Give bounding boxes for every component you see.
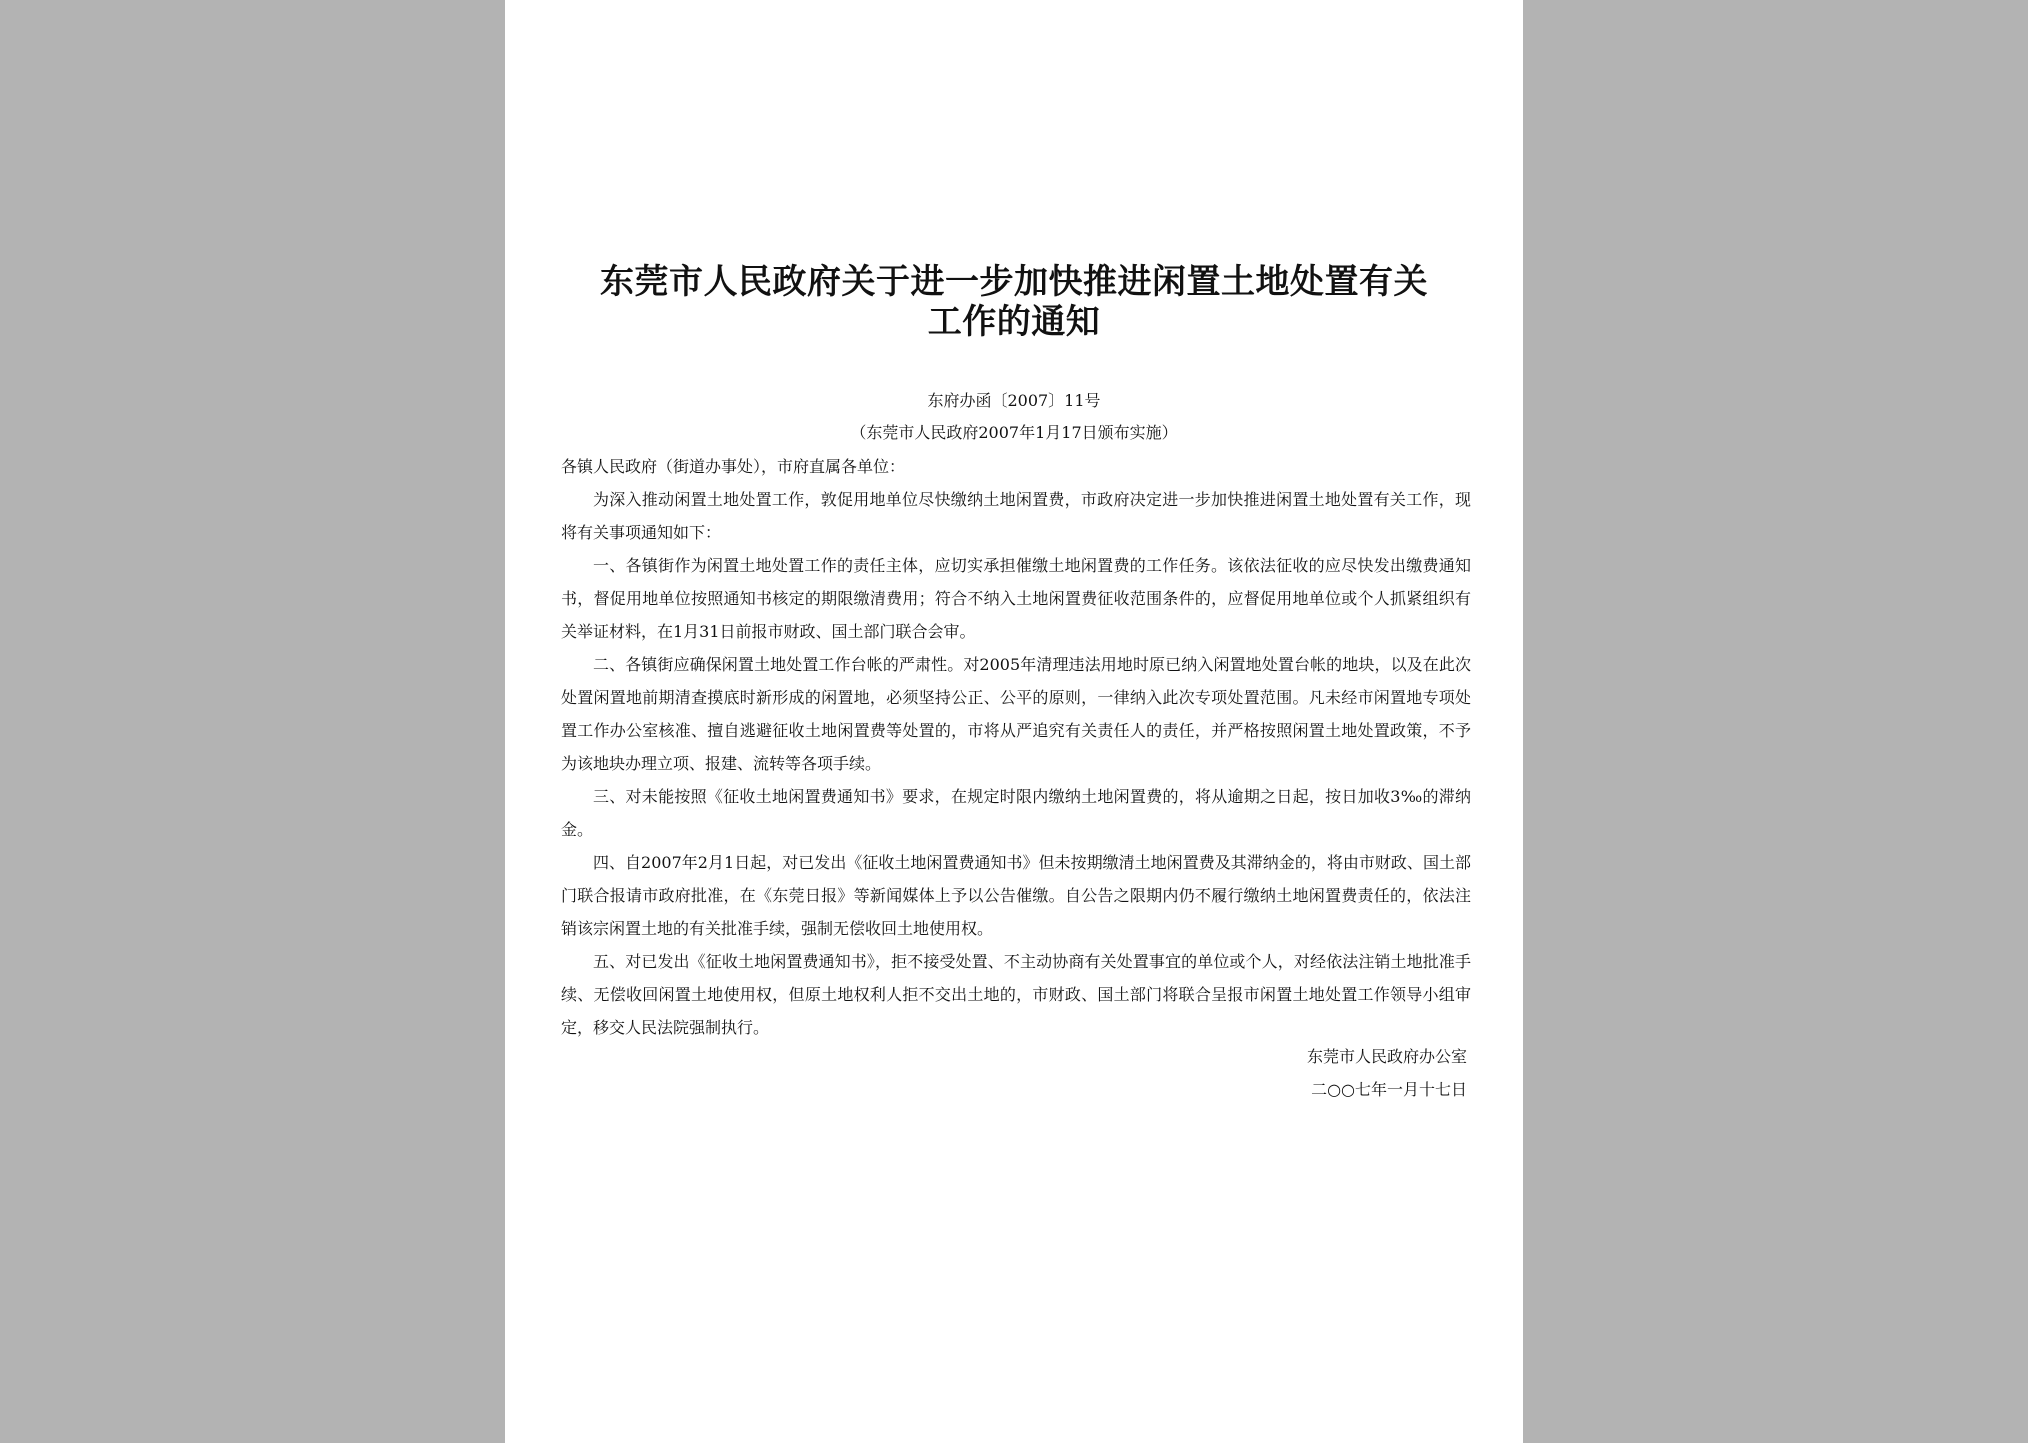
salutation: 各镇人民政府（街道办事处），市府直属各单位： xyxy=(561,457,906,476)
document-number: 东府办函〔2007〕11号 xyxy=(927,391,1101,410)
issue-note: （东莞市人民政府2007年1月17日颁布实施） xyxy=(850,423,1178,442)
item-five-paragraph: 五、对已发出《征收土地闲置费通知书》，拒不接受处置、不主动协商有关处置事宜的单位或个人，对经依法注销土地批准手续、无偿收回闲置土地使用权，但原土地权利人拒不交出土地的，市财政、国土部门将联合呈报市闲置土地处置工作领导小组审定，移交人民法院强制执行。 xyxy=(561,952,1471,1037)
document-title: 东莞市人民政府关于进一步加快推进闲置土地处置有关工作的通知 xyxy=(600,262,1428,342)
issuer-name: 东莞市人民政府办公室 xyxy=(1306,1047,1467,1066)
issue-date: 二○○七年一月十七日 xyxy=(1311,1080,1467,1099)
item-two-paragraph: 二、各镇街应确保闲置土地处置工作台帐的严肃性。对2005年清理违法用地时原已纳入闲置地处置台帐的地块，以及在此次处置闲置地前期清查摸底时新形成的闲置地，必须坚持公正、公平的原则，一律纳入此次专项处置范围。凡未经市闲置地专项处置工作办公室核准、擅自逃避征收土地闲置费等处置的，市将从严追究有关责任人的责任，并严格按照闲置土地处置政策，不予为该地块办理立项、报建、流转等各项手续。 xyxy=(561,655,1471,773)
intro-paragraph: 为深入推动闲置土地处置工作，敦促用地单位尽快缴纳土地闲置费，市政府决定进一步加快推进闲置土地处置有关工作，现将有关事项通知如下： xyxy=(561,490,1471,542)
signature-block xyxy=(1307,1040,1467,1106)
item-three-paragraph: 三、对未能按照《征收土地闲置费通知书》要求，在规定时限内缴纳土地闲置费的，将从逾期之日起，按日加收3‰的滞纳金。 xyxy=(561,787,1471,839)
document-body xyxy=(561,450,1471,1044)
item-one-paragraph: 一、各镇街作为闲置土地处置工作的责任主体，应切实承担催缴土地闲置费的工作任务。该依法征收的应尽快发出缴费通知书，督促用地单位按照通知书核定的期限缴清费用；符合不纳入土地闲置费征收范围条件的，应督促用地单位或个人抓紧组织有关举证材料，在1月31日前报市财政、国土部门联合会审。 xyxy=(561,556,1471,641)
item-four-paragraph: 四、自2007年2月1日起，对已发出《征收土地闲置费通知书》但未按期缴清土地闲置费及其滞纳金的，将由市财政、国土部门联合报请市政府批准，在《东莞日报》等新闻媒体上予以公告催缴。自公告之限期内仍不履行缴纳土地闲置费责任的，依法注销该宗闲置土地的有关批准手续，强制无偿收回土地使用权。 xyxy=(561,853,1471,938)
document-page xyxy=(505,0,1523,1443)
